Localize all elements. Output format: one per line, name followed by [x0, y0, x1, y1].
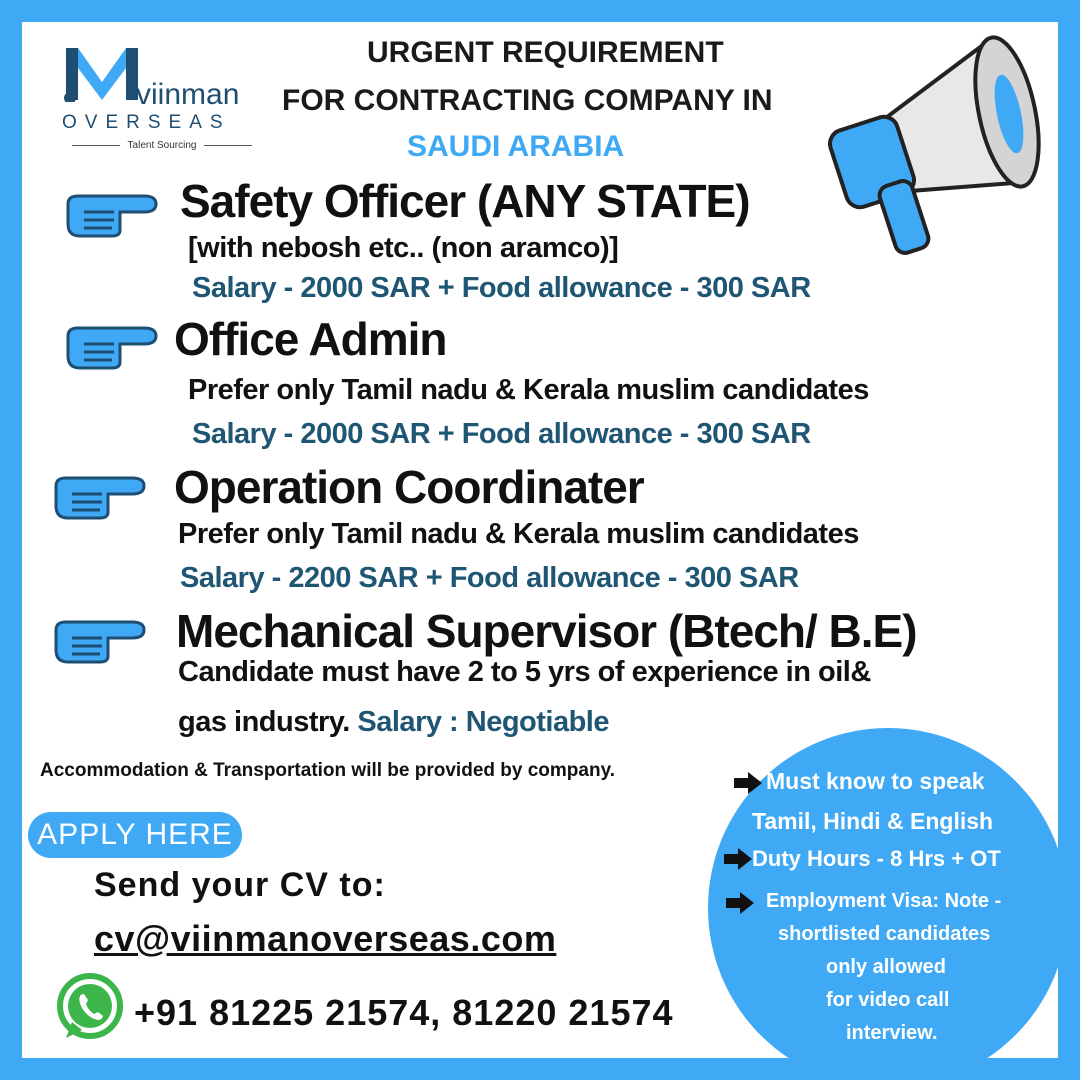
job-note-mechanical-supervisor: Candidate must have 2 to 5 yrs of experience in oil& [178, 656, 871, 688]
accommodation-note: Accommodation & Transportation will be provided by company. [40, 760, 616, 781]
info-language-line-2: Tamil, Hindi & English [752, 808, 994, 834]
logo-subtitle: OVERSEAS [62, 112, 231, 133]
logo-tagline: Talent Sourcing [62, 140, 262, 151]
job-salary-office-admin: Salary - 2000 SAR + Food allowance - 300 SAR [192, 418, 811, 450]
job-title-operation-coordinater: Operation Coordinater [174, 461, 644, 513]
arrow-right-icon [734, 772, 762, 794]
arrow-right-icon [724, 848, 752, 870]
info-visa-line-5: interview. [846, 1022, 938, 1044]
info-duty-hours: Duty Hours - 8 Hrs + OT [752, 846, 1001, 871]
job-title-safety-officer: Safety Officer (ANY STATE) [180, 175, 750, 227]
job-salary-operation-coordinater: Salary - 2200 SAR + Food allowance - 300 SAR [180, 562, 799, 594]
arrow-right-icon [726, 892, 754, 914]
pointing-hand-icon [52, 472, 148, 520]
info-language-line-1: Must know to speak [766, 768, 985, 794]
job-note-mechanical-supervisor-cont [178, 706, 609, 739]
info-visa-line-2: shortlisted candidates [778, 923, 991, 945]
info-visa-line-3: only allowed [826, 956, 947, 978]
job-salary-mechanical-supervisor: Salary : Negotiable [357, 706, 609, 738]
job-title-mechanical-supervisor: Mechanical Supervisor (Btech/ B.E) [176, 605, 917, 657]
pointing-hand-icon [52, 616, 148, 664]
pointing-hand-icon [64, 190, 160, 238]
job-note-office-admin: Prefer only Tamil nadu & Kerala muslim candidates [188, 374, 869, 406]
job-note-operation-coordinater: Prefer only Tamil nadu & Kerala muslim candidates [178, 518, 859, 550]
headline-line-1: URGENT REQUIREMENT [367, 36, 724, 69]
info-visa-line-1: Employment Visa: Note - [766, 890, 1002, 912]
headline-country: SAUDI ARABIA [407, 130, 625, 163]
pointing-hand-icon [64, 322, 160, 370]
logo-m-icon [62, 42, 142, 102]
apply-here-badge: APPLY HERE [28, 812, 242, 858]
send-cv-label: Send your CV to: [94, 866, 386, 904]
job-note-2: gas industry. [178, 706, 350, 738]
job-title-office-admin: Office Admin [174, 313, 447, 365]
whatsapp-icon [54, 972, 126, 1044]
logo-name: viinman [136, 78, 240, 111]
headline-line-2: FOR CONTRACTING COMPANY IN [282, 84, 773, 117]
job-note-safety-officer: [with nebosh etc.. (non aramco)] [188, 232, 619, 264]
contact-phone[interactable]: +91 81225 21574, 81220 21574 [134, 992, 674, 1033]
poster-card [22, 22, 1058, 1058]
info-visa-line-4: for video call [826, 989, 950, 1011]
contact-email[interactable]: cv@viinmanoverseas.com [94, 918, 557, 959]
megaphone-icon [827, 22, 1057, 262]
job-salary-safety-officer: Salary - 2000 SAR + Food allowance - 300 SAR [192, 272, 811, 304]
